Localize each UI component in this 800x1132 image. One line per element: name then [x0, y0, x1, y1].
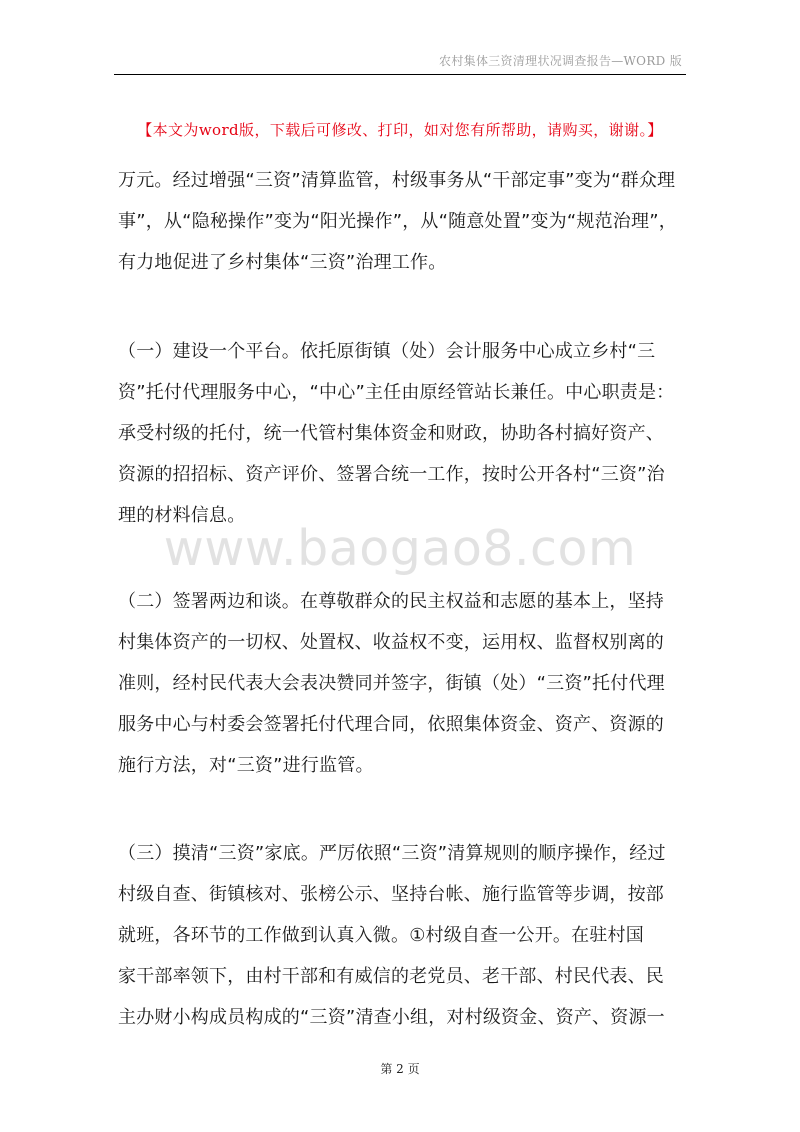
text-line: 资”托付代理服务中心，“中心”主任由原经管站长兼任。中心职责是：: [118, 382, 675, 403]
text-line: 资源的招招标、资产评价、签署合统一工作，按时公开各村“三资”治: [118, 464, 665, 485]
download-notice: 【本文为word版，下载后可修改、打印，如对您有所帮助，请购买，谢谢。】: [137, 121, 663, 139]
text-line: （三）摸清“三资”家底。严厉依照“三资”清算规则的顺序操作，经过: [118, 843, 666, 864]
text-line: 承受村级的托付，统一代管村集体资金和财政，协助各村搞好资产、: [118, 423, 664, 444]
text-line: 事”，从“隐秘操作”变为“阳光操作”，从“随意处置”变为“规范治理”，: [118, 211, 677, 232]
text-line: 施行方法，对“三资”进行监管。: [118, 755, 374, 776]
text-line: 村级自查、街镇核对、张榜公示、坚持台帐、施行监管等步调，按部: [118, 884, 664, 905]
text-line: 家干部率领下，由村干部和有威信的老党员、老干部、村民代表、民: [118, 966, 664, 987]
body-paragraph-3: [118, 581, 684, 786]
text-line: 主办财小构成员构成的“三资”清查小组，对村级资金、资产、资源一: [118, 1007, 665, 1028]
body-paragraph-1: [118, 160, 684, 283]
text-line: 就班，各环节的工作做到认真入微。①村级自查一公开。在驻村国: [118, 925, 644, 946]
document-header-title: 农村集体三资清理状况调查报告—WORD 版: [439, 54, 682, 68]
text-line: 村集体资产的一切权、处置权、收益权不变，运用权、监督权别离的: [118, 632, 664, 653]
text-line: 万元。经过增强“三资”清算监管，村级事务从“干部定事”变为“群众理: [118, 170, 676, 191]
watermark: www.baogao8.com: [163, 520, 637, 577]
text-line: 服务中心与村委会签署托付代理合同，依照集体资金、资产、资源的: [118, 714, 664, 735]
body-paragraph-4: [118, 833, 684, 1038]
page-number: 第 2 页: [380, 1062, 420, 1076]
header-divider: [114, 74, 686, 75]
text-line: 有力地促进了乡村集体“三资”治理工作。: [118, 252, 447, 273]
body-paragraph-2: [118, 331, 684, 536]
text-line: （一）建设一个平台。依托原街镇（处）会计服务中心成立乡村“三: [118, 341, 656, 362]
text-line: 理的材料信息。: [118, 505, 246, 526]
text-line: 准则，经村民代表大会表决赞同并签字，街镇（处）“三资”托付代理: [118, 673, 665, 694]
text-line: （二）签署两边和谈。在尊敬群众的民主权益和志愿的基本上，坚持: [118, 591, 664, 612]
